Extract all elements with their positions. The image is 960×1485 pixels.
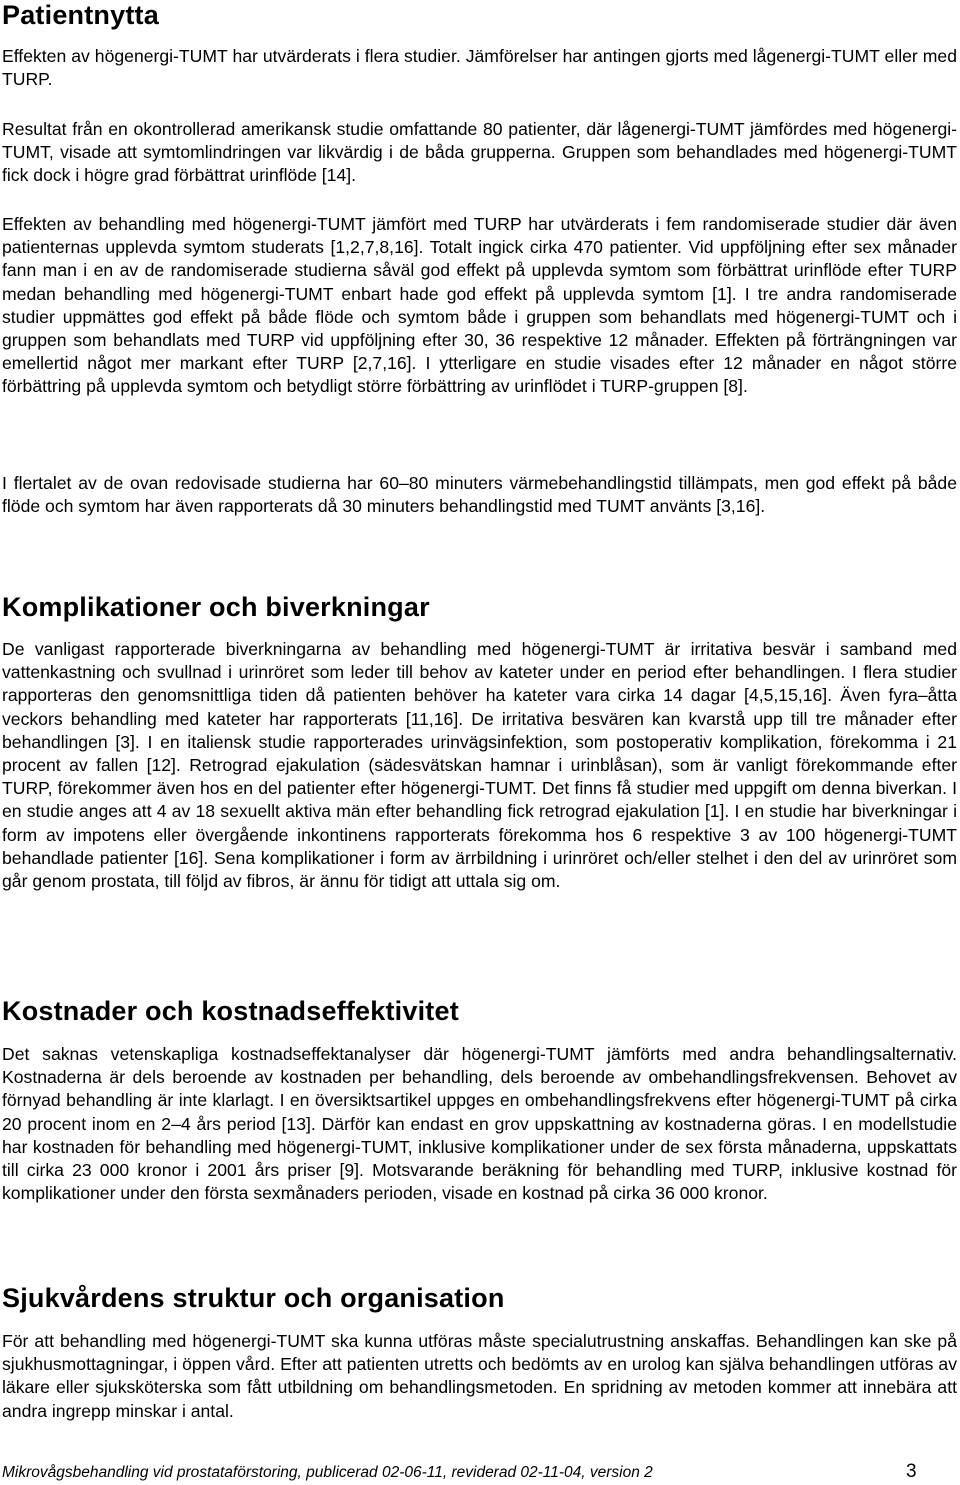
footer-citation: Mikrovågsbehandling vid prostataförstoring, publicerad 02-06-11, reviderad 02-11-04, version 2 [2, 1464, 653, 1481]
paragraph: De vanligast rapporterade biverkningarna av behandling med högenergi-TUMT är irritativa besvär i samband med vattenkastning och svullnad i urinröret som leder till behov av kateter under en period efter behandlingen. I flera studier rapporteras den genomsnittliga tiden då patienten behöver ha kateter vara cirka 14 dagar [4,5,15,16]. Även fyra–åtta veckors behandling med kateter har rapporterats [11,16]. De irritativa besvären kan kvarstå upp till tre månader efter behandlingen [3]. I en italiensk studie rapporterades urinvägsinfektion, som postoperativ komplikation, förekomma i 21 procent av fallen [12]. Retrograd ejakulation (sädesvätskan hamnar i urinblåsan), som är vanligt förekommande efter TURP, förekommer även hos en del patienter efter högenergi-TUMT. Det finns få studier med uppgift om denna biverkan. I en studie anges att 4 av 18 sexuellt aktiva män efter behandling fick retrograd ejakulation [1]. I en studie har biverkningar i form av impotens eller övergående inkontinens rapporterats förekomma hos 6 respektive 3 av 100 högenergi-TUMT behandlade patienter [16]. Sena komplikationer i form av ärrbildning i urinröret och/eller stelhet i den del av urinröret som går genom prostata, till följd av fibros, är ännu för tidigt att uttala sig om. [2, 639, 957, 892]
section-heading-kostnader: Kostnader och kostnadseffektivitet [2, 996, 459, 1026]
page-number: 3 [906, 1461, 917, 1482]
paragraph: Effekten av behandling med högenergi-TUMT jämfört med TURP har utvärderats i fem randomiserade studier där även patienternas upplevda symtom studerats [1,2,7,8,16]. Totalt ingick cirka 470 patienter. Vid uppföljning efter sex månader fann man i en av de randomiserade studierna såväl god effekt på upplevda symtom som förbättrat urinflöde efter TURP medan behandling med högenergi-TUMT enbart hade god effekt på upplevda symtom [1]. I tre andra randomiserade studier uppmättes god effekt på både flöde och symtom både i gruppen som behandlats med högenergi-TUMT och i gruppen som behandlats med TURP vid uppföljning efter 30, 36 respektive 12 månader. Effekten på förträngningen var emellertid något mer markant efter TURP [2,7,16]. I ytterligare en studie visades efter 12 månader en något större förbättring på upplevda symtom och betydligt större förbättring av urinflödet i TURP-gruppen [8]. [2, 214, 957, 397]
paragraph: För att behandling med högenergi-TUMT ska kunna utföras måste specialutrustning anskaffas. Behandlingen kan ske på sjukhusmottagningar, i öppen vård. Efter att patienten utretts och bedömts av en urolog kan själva behandlingen utföras av läkare eller sjuksköterska som fått utbildning om behandlingsmetoden. En spridning av metoden kommer att innebära att andra ingrepp minskar i antal. [2, 1331, 957, 1421]
section-heading-patientnytta: Patientnytta [2, 0, 159, 30]
paragraph: Det saknas vetenskapliga kostnadseffektanalyser där högenergi-TUMT jämförts med andra behandlingsalternativ. Kostnaderna är dels beroende av kostnaden per behandling, dels beroende av ombehandlingsfrekvensen. Behovet av förnyad behandling är inte klarlagt. I en översiktsartikel uppges en ombehandlingsfrekvens efter högenergi-TUMT på cirka 20 procent inom en 2–4 års period [13]. Därför kan endast en grov uppskattning av kostnaderna göras. I en modellstudie har kostnaden för behandling med högenergi-TUMT, inklusive komplikationer under de sex första månaderna, uppskattats till cirka 23 000 kronor i 2001 års priser [9]. Motsvarande beräkning för behandling med TURP, inklusive kostnad för komplikationer under den första sexmånaders perioden, visade en kostnad på cirka 36 000 kronor. [2, 1044, 957, 1204]
paragraph: Effekten av högenergi-TUMT har utvärderats i flera studier. Jämförelser har antingen gjorts med lågenergi-TUMT eller med TURP. [2, 46, 957, 90]
section-heading-komplikationer: Komplikationer och biverkningar [2, 592, 430, 622]
paragraph: Resultat från en okontrollerad amerikansk studie omfattande 80 patienter, där lågenergi-TUMT jämfördes med högenergi-TUMT, visade att symtomlindringen var likvärdig i de båda grupperna. Gruppen som behandlades med högenergi-TUMT fick dock i högre grad förbättrat urinflöde [14]. [2, 119, 957, 186]
paragraph: I flertalet av de ovan redovisade studierna har 60–80 minuters värmebehandlingstid tillämpats, men god effekt på både flöde och symtom har även rapporterats då 30 minuters behandlingstid med TUMT använts [3,16]. [2, 473, 957, 517]
section-heading-sjukvardens-struktur: Sjukvårdens struktur och organisation [2, 1283, 505, 1313]
